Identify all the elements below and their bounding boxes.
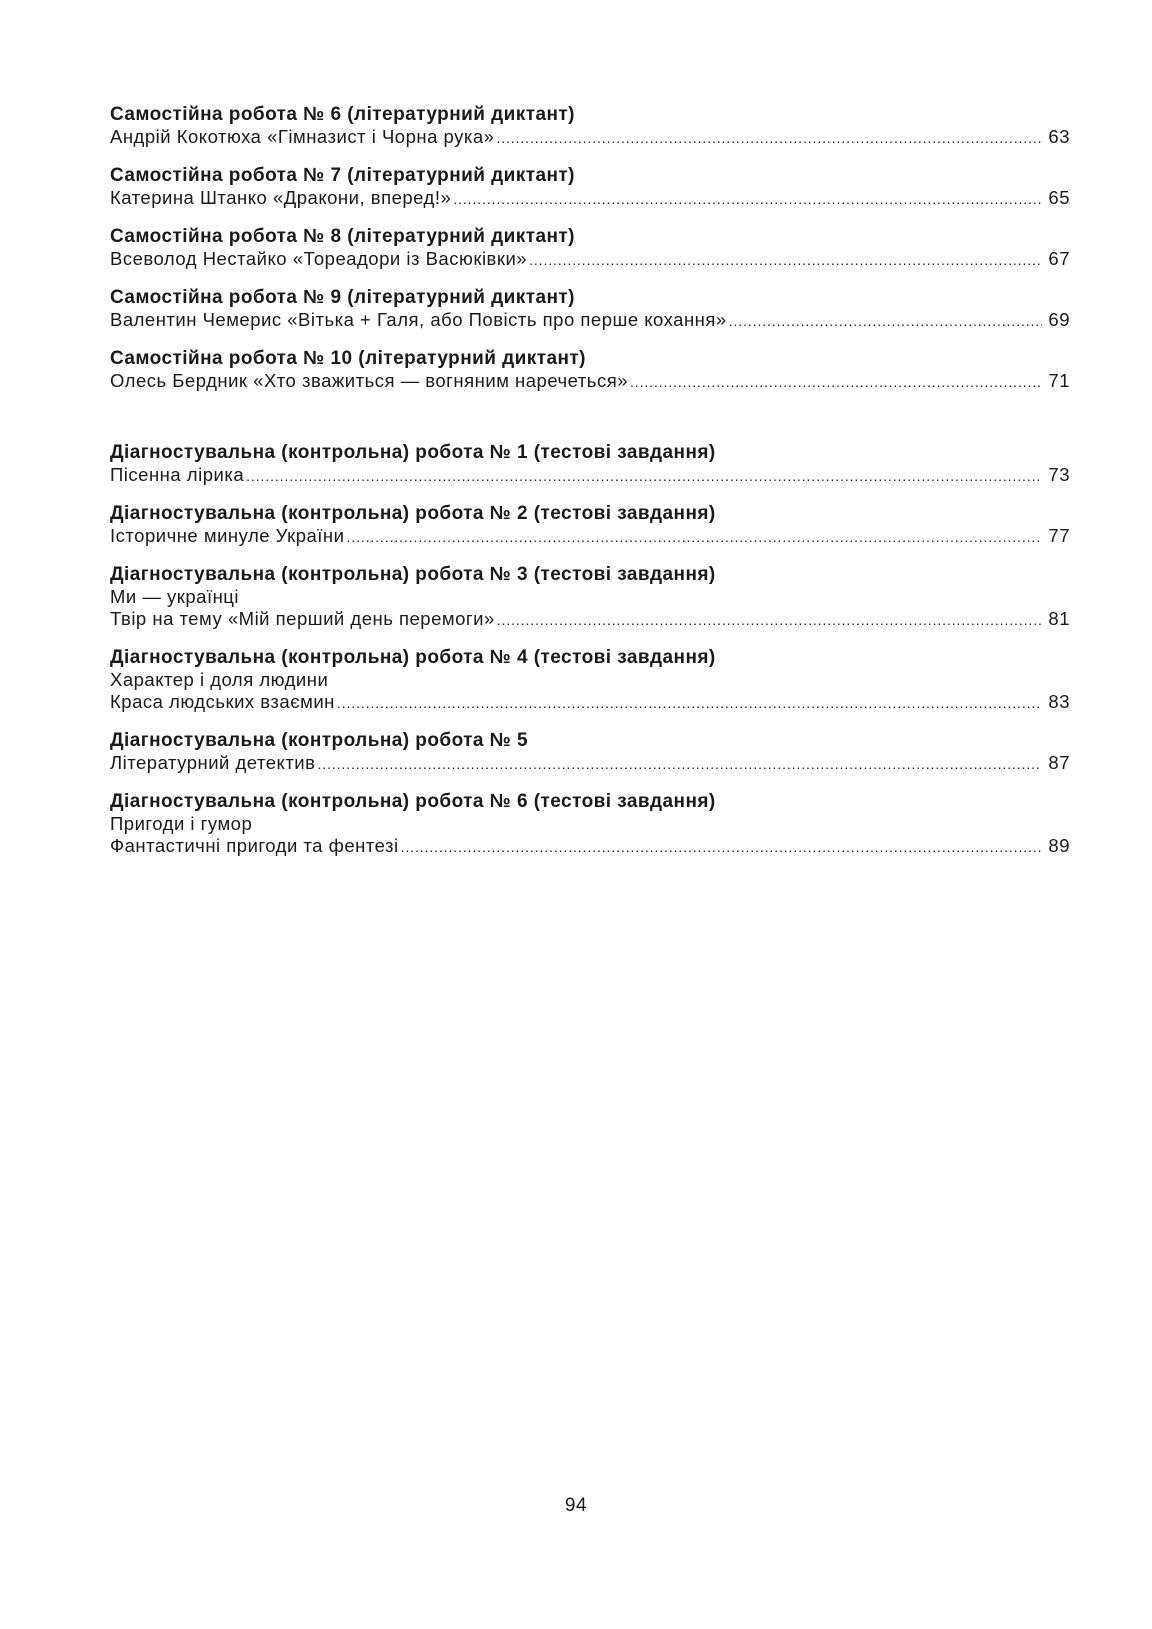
toc-page-number: 69 xyxy=(1048,309,1070,330)
toc-entry xyxy=(110,287,1070,332)
toc-entry-heading: Самостійна робота № 7 (літературний диктант) xyxy=(110,165,575,186)
toc-entry-line[interactable] xyxy=(110,248,1070,271)
dot-leader xyxy=(453,188,1042,210)
toc-entry-line[interactable] xyxy=(110,309,1070,332)
toc-entry-heading: Діагностувальна (контрольна) робота № 5 xyxy=(110,730,529,751)
toc-entry xyxy=(110,348,1070,393)
dot-leader xyxy=(630,371,1042,393)
toc-page-number: 71 xyxy=(1048,370,1070,391)
toc-entry-heading: Діагностувальна (контрольна) робота № 2 (тестові завдання) xyxy=(110,503,716,524)
toc-entry-line[interactable] xyxy=(110,691,1070,714)
dot-leader xyxy=(401,836,1042,858)
toc-entry-subtitle: Ми — українці xyxy=(110,586,240,607)
toc-entry-line[interactable] xyxy=(110,126,1070,149)
toc-entry-heading: Самостійна робота № 8 (літературний диктант) xyxy=(110,226,575,247)
toc-entry-title: Андрій Кокотюха «Гімназист і Чорна рука» xyxy=(110,126,495,147)
toc-entry xyxy=(110,647,1070,714)
toc-entry-heading: Діагностувальна (контрольна) робота № 6 (тестові завдання) xyxy=(110,791,716,812)
toc-page-number: 77 xyxy=(1048,525,1070,546)
toc-entry-title: Всеволод Нестайко «Тореадори із Васюківки» xyxy=(110,248,528,269)
dot-leader xyxy=(317,753,1042,775)
toc-entry-title: Краса людських взаємин xyxy=(110,691,335,712)
toc-entry-heading: Діагностувальна (контрольна) робота № 1 (тестові завдання) xyxy=(110,442,716,463)
toc-entry-title: Фантастичні пригоди та фентезі xyxy=(110,835,399,856)
dot-leader xyxy=(497,609,1042,631)
toc-page-number: 81 xyxy=(1048,608,1070,629)
toc-entry-heading: Самостійна робота № 10 (літературний диктант) xyxy=(110,348,586,369)
toc-entry-line[interactable] xyxy=(110,464,1070,487)
toc-entry-line[interactable] xyxy=(110,835,1070,858)
toc-entry xyxy=(110,791,1070,858)
toc-page-number: 89 xyxy=(1048,835,1070,856)
dot-leader xyxy=(346,526,1042,548)
toc-page-number: 65 xyxy=(1048,187,1070,208)
toc-entry-heading: Самостійна робота № 9 (літературний диктант) xyxy=(110,287,575,308)
toc-entry xyxy=(110,730,1070,775)
toc-entry xyxy=(110,564,1070,631)
dot-leader xyxy=(246,465,1042,487)
toc-entry-line[interactable] xyxy=(110,752,1070,775)
toc-entry xyxy=(110,442,1070,487)
toc-entry-line[interactable] xyxy=(110,608,1070,631)
toc-entry-line[interactable] xyxy=(110,187,1070,210)
toc-entry xyxy=(110,226,1070,271)
toc-entry-title: Твір на тему «Мій перший день перемоги» xyxy=(110,608,495,629)
toc-page-number: 83 xyxy=(1048,691,1070,712)
dot-leader xyxy=(337,692,1042,714)
toc-page-number: 73 xyxy=(1048,464,1070,485)
toc-entry-title: Літературний детектив xyxy=(110,752,316,773)
dot-leader xyxy=(729,310,1042,332)
toc-page-number: 87 xyxy=(1048,752,1070,773)
toc-entry-line[interactable] xyxy=(110,525,1070,548)
dot-leader xyxy=(496,127,1042,149)
toc-page-number: 63 xyxy=(1048,126,1070,147)
toc-entry-subtitle: Пригоди і гумор xyxy=(110,813,253,834)
toc-entry xyxy=(110,503,1070,548)
toc-entry-title: Валентин Чемерис «Вітька + Галя, або Повість про перше кохання» xyxy=(110,309,727,330)
toc-entry-line[interactable] xyxy=(110,370,1070,393)
toc-entry-title: Олесь Бердник «Хто зважиться — вогняним наречеться» xyxy=(110,370,628,391)
toc-entry-heading: Діагностувальна (контрольна) робота № 3 (тестові завдання) xyxy=(110,564,716,585)
toc-entry-heading: Самостійна робота № 6 (літературний диктант) xyxy=(110,104,575,125)
toc-page-number: 67 xyxy=(1048,248,1070,269)
toc-entry-subtitle: Характер і доля людини xyxy=(110,669,329,690)
toc-entry xyxy=(110,104,1070,149)
toc-entry-heading: Діагностувальна (контрольна) робота № 4 (тестові завдання) xyxy=(110,647,716,668)
toc-entry-title: Пісенна лірика xyxy=(110,464,245,485)
toc-entry-title: Історичне минуле України xyxy=(110,525,345,546)
toc-entry-title: Катерина Штанко «Дракони, вперед!» xyxy=(110,187,452,208)
toc-entry xyxy=(110,165,1070,210)
table-of-contents xyxy=(110,104,1070,874)
page-footer-number: 94 xyxy=(564,1495,588,1516)
dot-leader xyxy=(529,249,1042,271)
